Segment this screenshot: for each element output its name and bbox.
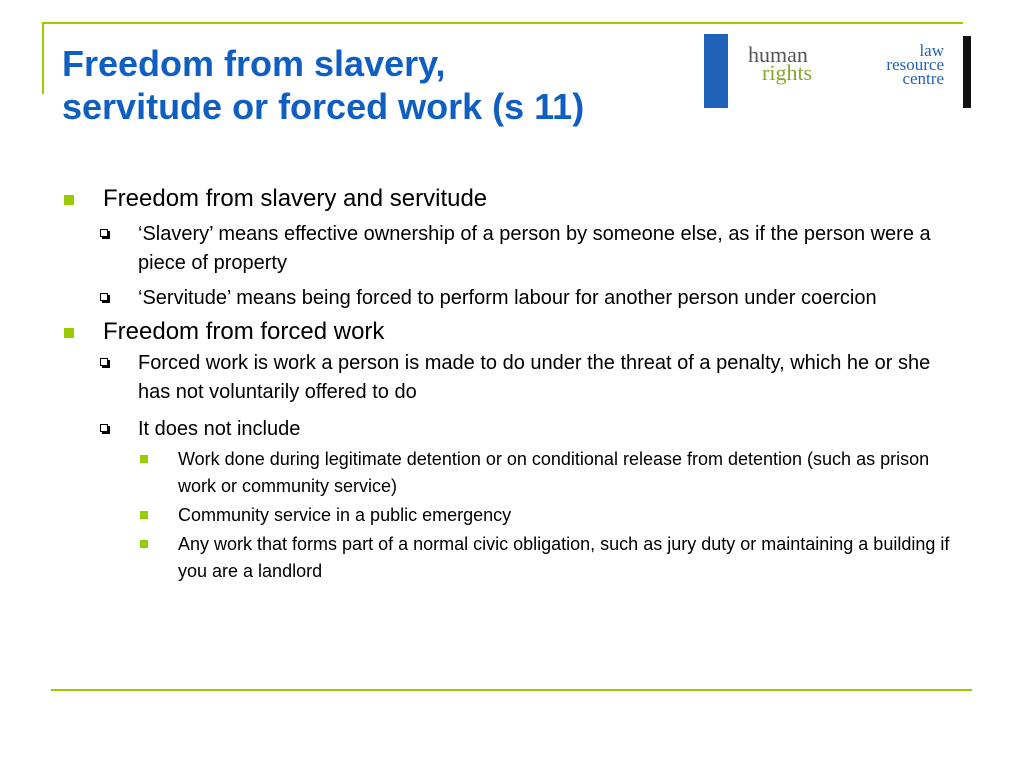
bullet-text: ‘Servitude’ means being forced to perform labour for another person under coercion: [138, 287, 877, 309]
bullet-text: Freedom from forced work: [103, 318, 385, 345]
title-line-2: servitude or forced work (s 11): [62, 86, 585, 127]
bullet-level1: [62, 317, 962, 347]
bullet-level3: [62, 502, 962, 529]
slide-title: [62, 42, 584, 128]
green-square-bullet-icon: [140, 511, 148, 519]
bullet-text: Forced work is work a person is made to do under the threat of a penalty, which he or she has not voluntarily offered to do: [138, 352, 931, 403]
frame-bottom-line: [51, 689, 972, 691]
bullet-level3: [62, 531, 962, 585]
logo-word-rights: rights: [762, 60, 813, 85]
checkbox-bullet-icon: [100, 424, 108, 432]
logo-blue-bar: [704, 34, 728, 108]
bullet-text: Community service in a public emergency: [178, 505, 512, 525]
green-square-bullet-icon: [140, 455, 148, 463]
logo-human-rights: [748, 42, 813, 85]
bullet-level2: [62, 349, 962, 407]
bullet-level3: [62, 446, 962, 500]
logo: [704, 34, 974, 110]
bullet-level2: [62, 220, 962, 278]
bullet-level2: [62, 415, 962, 444]
bullet-text: Work done during legitimate detention or on conditional release from detention (such as prison work or community service): [178, 449, 930, 496]
logo-black-bar: [963, 36, 971, 108]
logo-word-centre: centre: [902, 69, 944, 88]
bullet-level1: [62, 184, 962, 214]
title-line-1: Freedom from slavery,: [62, 43, 446, 84]
frame-left-line: [42, 22, 44, 94]
logo-word-law: law: [919, 41, 944, 60]
bullet-text: Any work that forms part of a normal civic obligation, such as jury duty or maintaining a building if you are a landlord: [178, 534, 950, 581]
logo-law-resource-centre: [854, 41, 944, 88]
green-square-bullet-icon: [64, 328, 74, 338]
bullet-text: Freedom from slavery and servitude: [103, 185, 488, 212]
bullet-level2: [62, 284, 962, 313]
slide-body: [62, 184, 962, 585]
green-square-bullet-icon: [140, 540, 148, 548]
checkbox-bullet-icon: [100, 358, 108, 366]
logo-word-human: human: [748, 42, 808, 67]
checkbox-bullet-icon: [100, 229, 108, 237]
logo-word-resource: resource: [886, 55, 944, 74]
frame-top-line: [42, 22, 963, 24]
checkbox-bullet-icon: [100, 293, 108, 301]
bullet-text: It does not include: [138, 418, 301, 440]
bullet-text: ‘Slavery’ means effective ownership of a person by someone else, as if the person were a piece of property: [138, 223, 931, 274]
green-square-bullet-icon: [64, 195, 74, 205]
